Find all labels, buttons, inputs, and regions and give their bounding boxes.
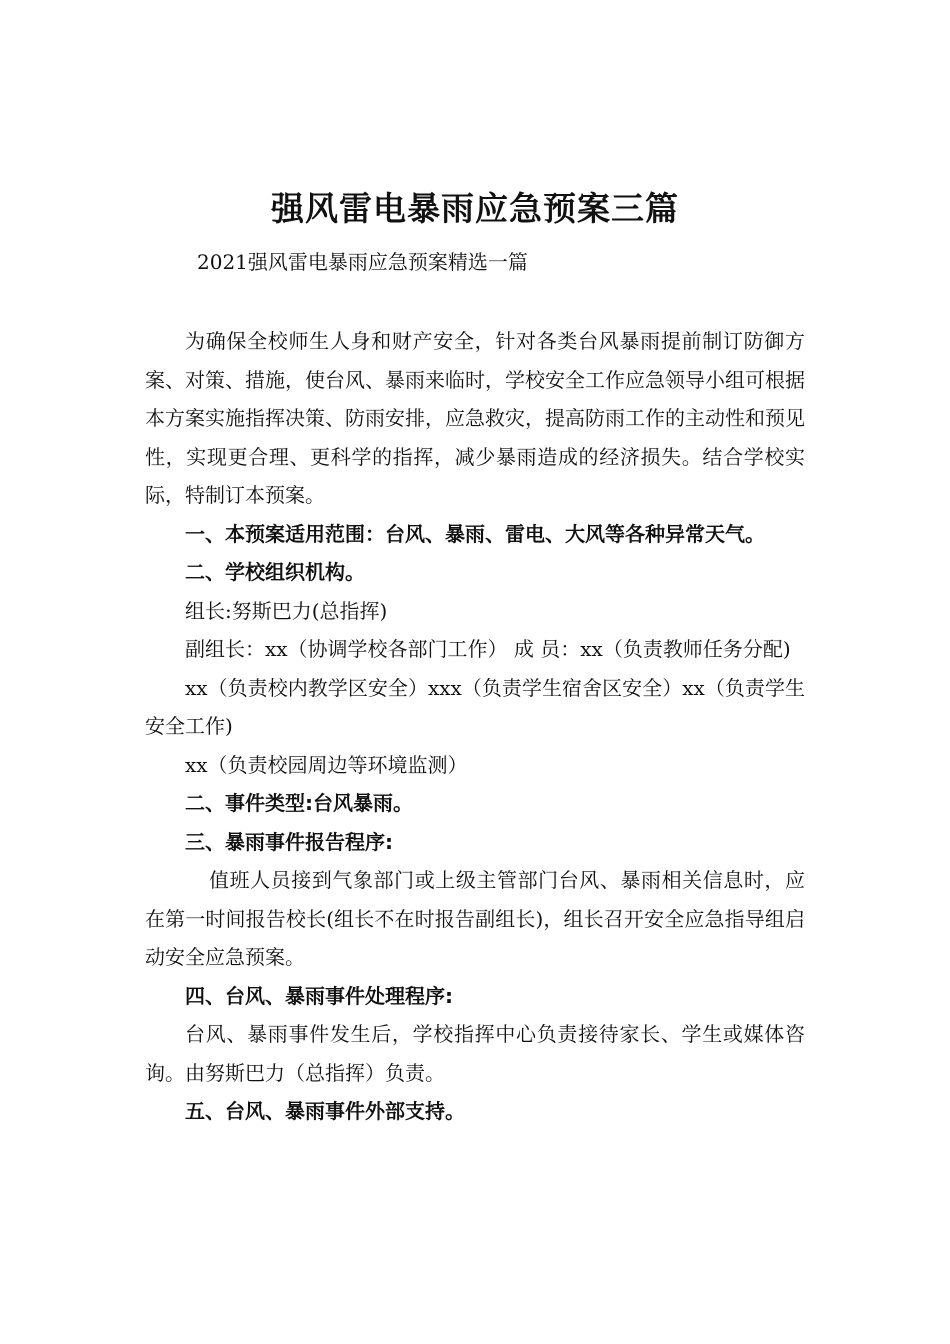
paragraph-members: xx（负责校内教学区安全）xxx（负责学生宿舍区安全）xx（负责学生安全工作) (145, 675, 805, 738)
heading-report-procedure: 三、暴雨事件报告程序: (185, 829, 393, 854)
heading-external-support: 五、台风、暴雨事件外部支持。 (185, 1099, 465, 1123)
paragraph-handling-procedure: 台风、暴雨事件发生后，学校指挥中心负责接待家长、学生或媒体咨询。由努斯巴力（总指挥）负责。 (145, 1022, 805, 1085)
heading-event-type: 二、事件类型:台风暴雨。 (185, 791, 413, 815)
paragraph-deputy-leader: 副组长：xx（协调学校各部门工作） 成 员：xx（负责教师任务分配) (185, 637, 791, 661)
document-body (145, 322, 805, 1131)
heading-scope: 一、本预案适用范围：台风、暴雨、雷电、大风等各种异常天气。 (185, 521, 765, 546)
paragraph-leader: 组长:努斯巴力(总指挥) (185, 598, 388, 623)
heading-handling-procedure: 四、台风、暴雨事件处理程序: (185, 983, 453, 1008)
document-subtitle: 2021强风雷电暴雨应急预案精选一篇 (197, 250, 528, 274)
paragraph-intro: 为确保全校师生人身和财产安全，针对各类台风暴雨提前制订防御方案、对策、措施，使台风、暴雨来临时，学校安全工作应急领导小组可根据本方案实施指挥决策、防雨安排，应急救灾，提高防雨工作的主动性和预见性，实现更合理、更科学的指挥，减少暴雨造成的经济损失。结合学校实际，特制订本预案。 (145, 329, 805, 507)
heading-organization: 二、学校组织机构。 (185, 560, 365, 584)
document-title: 强风雷电暴雨应急预案三篇 (271, 189, 679, 228)
paragraph-report-procedure: 值班人员接到气象部门或上级主管部门台风、暴雨相关信息时，应在第一时间报告校长(组长不在时报告副组长)，组长召开安全应急指导组启动安全应急预案。 (145, 868, 805, 969)
paragraph-monitoring: xx（负责校园周边等环境监测） (185, 752, 468, 777)
